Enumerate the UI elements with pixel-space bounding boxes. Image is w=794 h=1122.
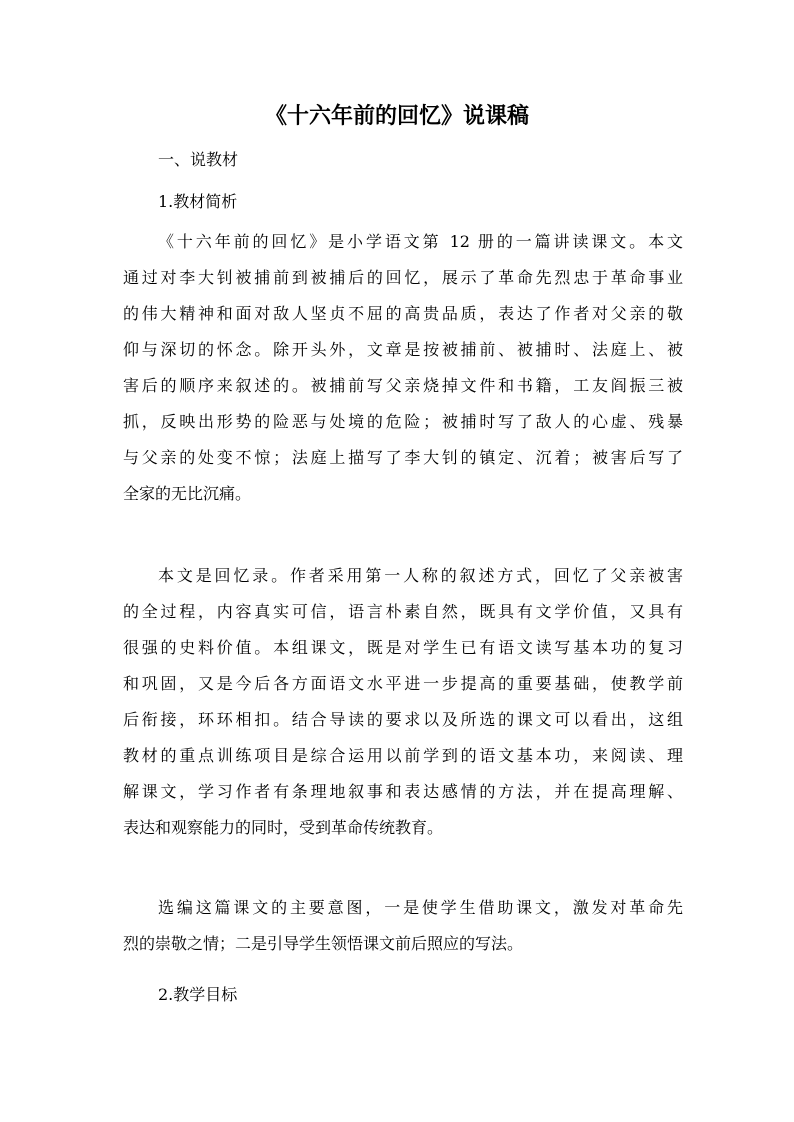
paragraph-line: 的伟大精神和面对敌人坚贞不屈的高贵品质，表达了作者对父亲的敬 xyxy=(123,304,683,323)
paragraph-line: 本文是回忆录。作者采用第一人称的叙述方式，回忆了父亲被害 xyxy=(158,566,683,585)
paragraph-line: 后衔接，环环相扣。结合导读的要求以及所选的课文可以看出，这组 xyxy=(123,710,683,729)
paragraph-line: 很强的史料价值。本组课文，既是对学生已有语文读写基本功的复习 xyxy=(123,638,683,657)
paragraph-line: 全家的无比沉痛。 xyxy=(123,484,252,503)
paragraph-line: 害后的顺序来叙述的。被捕前写父亲烧掉文件和书籍，工友阎振三被 xyxy=(123,376,683,395)
paragraph-line: 表达和观察能力的同时，受到革命传统教育。 xyxy=(123,818,444,837)
paragraph-line: 解课文，学习作者有条理地叙事和表达感情的方法，并在提高理解、 xyxy=(123,782,683,801)
paragraph-line: 选编这篇课文的主要意图，一是使学生借助课文，激发对革命先 xyxy=(158,898,683,917)
paragraph-line: 抓，反映出形势的险恶与处境的危险；被捕时写了敌人的心虚、残暴 xyxy=(123,412,683,431)
paragraph-memoir-value xyxy=(123,558,683,846)
paragraph-material-overview xyxy=(123,224,683,512)
paragraph-line: 教材的重点训练项目是综合运用以前学到的语文基本功，来阅读、理 xyxy=(123,746,683,765)
paragraph-line: 《十六年前的回忆》是小学语文第 12 册的一篇讲读课文。本文 xyxy=(158,232,683,251)
subsection-heading-teaching-goals: 2.教学目标 xyxy=(158,985,238,1004)
paragraph-line: 与父亲的处变不惊；法庭上描写了李大钊的镇定、沉着；被害后写了 xyxy=(123,448,683,467)
paragraph-line: 和巩固，又是今后各方面语文水平进一步提高的重要基础，使教学前 xyxy=(123,674,683,693)
paragraph-line: 通过对李大钊被捕前到被捕后的回忆，展示了革命先烈忠于革命事业 xyxy=(123,268,683,287)
paragraph-line: 烈的崇敬之情；二是引导学生领悟课文前后照应的写法。 xyxy=(123,934,524,953)
paragraph-line: 的全过程，内容真实可信，语言朴素自然，既具有文学价值，又具有 xyxy=(123,602,683,621)
document-title: 《十六年前的回忆》说课稿 xyxy=(264,104,529,129)
paragraph-line: 仰与深切的怀念。除开头外，文章是按被捕前、被捕时、法庭上、被 xyxy=(123,340,683,359)
paragraph-selection-intent xyxy=(123,890,683,962)
section-heading-teaching-material: 一、说教材 xyxy=(158,150,239,169)
subsection-heading-material-analysis: 1.教材简析 xyxy=(158,192,238,211)
